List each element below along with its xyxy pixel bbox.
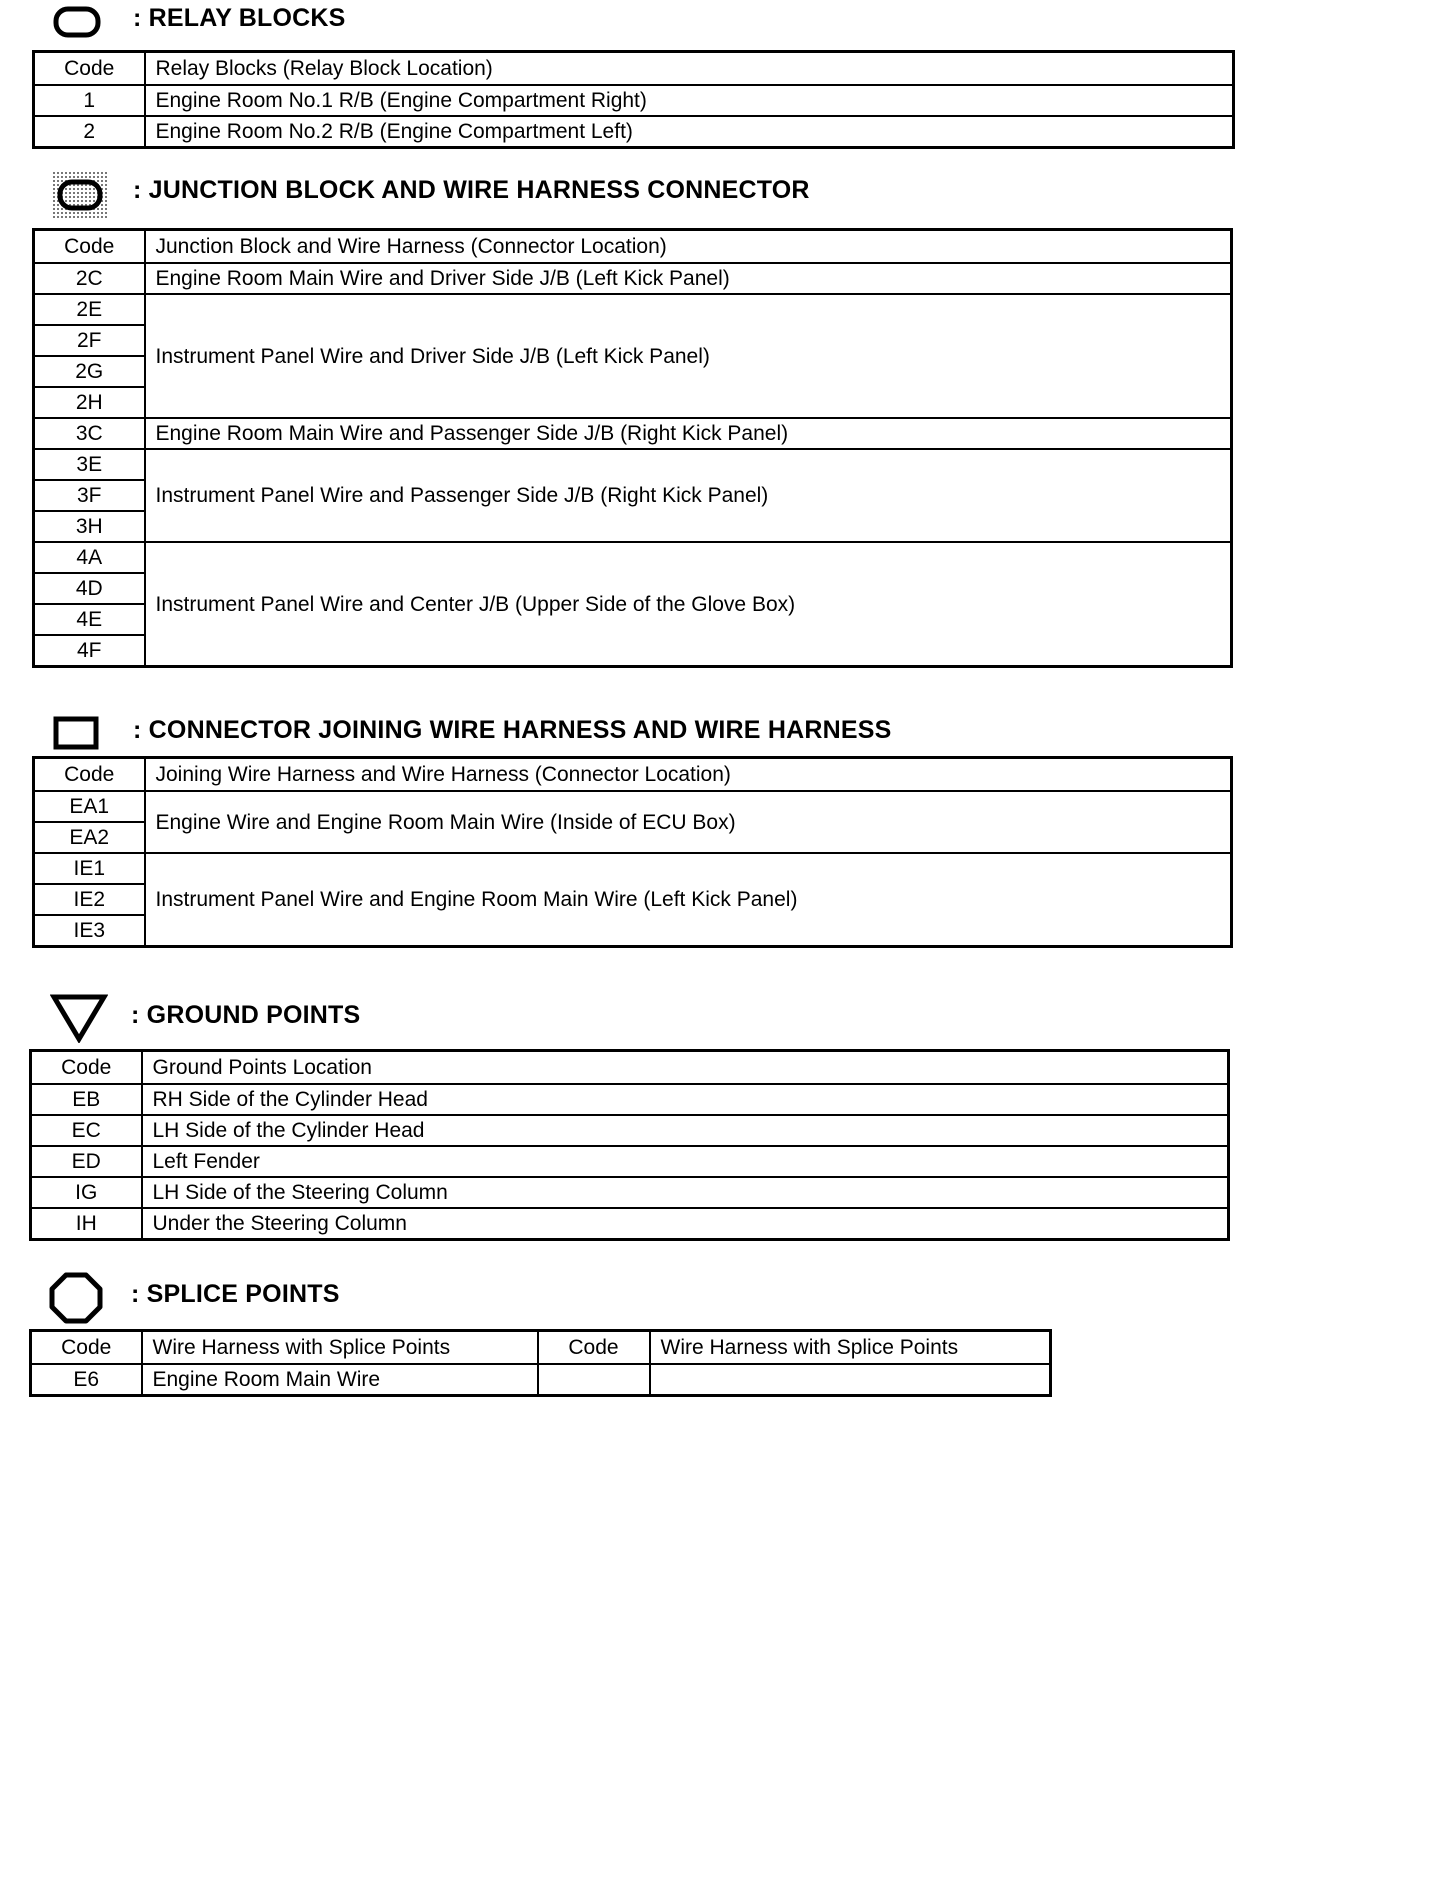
code-cell xyxy=(538,1364,650,1396)
code-cell: 4A xyxy=(34,542,145,573)
table-row xyxy=(34,116,1234,148)
location-cell: Engine Room No.2 R/B (Engine Compartment Left) xyxy=(145,116,1234,148)
table-row xyxy=(31,1115,1229,1146)
location-cell: Instrument Panel Wire and Center J/B (Upper Side of the Glove Box) xyxy=(145,542,1232,667)
table-header-row xyxy=(34,52,1234,86)
location-cell: Instrument Panel Wire and Engine Room Main Wire (Left Kick Panel) xyxy=(145,853,1232,947)
code-cell: ED xyxy=(31,1146,142,1177)
location-header: Joining Wire Harness and Wire Harness (Connector Location) xyxy=(145,758,1232,792)
code-cell: IE2 xyxy=(34,884,145,915)
code-cell: EA1 xyxy=(34,791,145,822)
table-row xyxy=(34,791,1232,822)
code-cell: IH xyxy=(31,1208,142,1240)
connector-joining-title: : CONNECTOR JOINING WIRE HARNESS AND WIRE HARNESS xyxy=(133,716,892,744)
table-header-row xyxy=(31,1331,1051,1365)
code-cell: 4D xyxy=(34,573,145,604)
ground-points-title: : GROUND POINTS xyxy=(131,1001,361,1029)
code-cell: EB xyxy=(31,1084,142,1115)
down-triangle-icon xyxy=(50,993,108,1043)
junction-block-table xyxy=(32,228,1233,668)
location-cell: LH Side of the Steering Column xyxy=(142,1177,1229,1208)
wire-harness-header: Wire Harness with Splice Points xyxy=(650,1331,1051,1365)
code-header: Code xyxy=(31,1051,142,1085)
table-row xyxy=(31,1084,1229,1115)
location-header: Ground Points Location xyxy=(142,1051,1229,1085)
code-header: Code xyxy=(31,1331,142,1365)
relay-blocks-title: : RELAY BLOCKS xyxy=(133,4,346,32)
table-header-row xyxy=(34,758,1232,792)
table-row xyxy=(31,1364,1051,1396)
table-row xyxy=(31,1177,1229,1208)
code-cell: 2 xyxy=(34,116,145,148)
code-cell: EA2 xyxy=(34,822,145,853)
location-cell: Engine Room No.1 R/B (Engine Compartment Right) xyxy=(145,85,1234,116)
code-cell: 2F xyxy=(34,325,145,356)
connector-joining-table xyxy=(32,756,1233,948)
code-cell: EC xyxy=(31,1115,142,1146)
relay-blocks-table xyxy=(32,50,1235,149)
location-header: Junction Block and Wire Harness (Connector Location) xyxy=(145,230,1232,264)
location-cell: Under the Steering Column xyxy=(142,1208,1229,1240)
table-row xyxy=(34,542,1232,573)
code-header: Code xyxy=(538,1331,650,1365)
code-cell: 3F xyxy=(34,480,145,511)
location-cell: Instrument Panel Wire and Driver Side J/B (Left Kick Panel) xyxy=(145,294,1232,418)
code-cell: 3E xyxy=(34,449,145,480)
shaded-rounded-rectangle-icon xyxy=(53,172,107,218)
code-cell: 4F xyxy=(34,635,145,667)
wire-harness-header: Wire Harness with Splice Points xyxy=(142,1331,538,1365)
rounded-rectangle-icon xyxy=(53,6,101,38)
wire-harness-cell xyxy=(650,1364,1051,1396)
splice-points-table xyxy=(29,1329,1052,1397)
splice-points-title: : SPLICE POINTS xyxy=(131,1280,340,1308)
location-cell: Instrument Panel Wire and Passenger Side J/B (Right Kick Panel) xyxy=(145,449,1232,542)
code-cell: 2G xyxy=(34,356,145,387)
table-row xyxy=(31,1208,1229,1240)
table-row xyxy=(34,853,1232,884)
table-row xyxy=(34,418,1232,449)
code-header: Code xyxy=(34,230,145,264)
location-cell: LH Side of the Cylinder Head xyxy=(142,1115,1229,1146)
code-cell: IE1 xyxy=(34,853,145,884)
rectangle-icon xyxy=(53,716,99,750)
table-row xyxy=(34,449,1232,480)
table-row xyxy=(34,294,1232,325)
code-cell: IG xyxy=(31,1177,142,1208)
code-cell: 2E xyxy=(34,294,145,325)
table-header-row xyxy=(31,1051,1229,1085)
location-cell: RH Side of the Cylinder Head xyxy=(142,1084,1229,1115)
location-cell: Engine Room Main Wire and Driver Side J/B (Left Kick Panel) xyxy=(145,263,1232,294)
octagon-icon xyxy=(48,1271,104,1325)
code-cell: 3C xyxy=(34,418,145,449)
code-cell: 1 xyxy=(34,85,145,116)
code-header: Code xyxy=(34,52,145,86)
table-header-row xyxy=(34,230,1232,264)
code-cell: 2C xyxy=(34,263,145,294)
code-cell: 3H xyxy=(34,511,145,542)
location-cell: Engine Wire and Engine Room Main Wire (Inside of ECU Box) xyxy=(145,791,1232,853)
location-cell: Engine Room Main Wire and Passenger Side J/B (Right Kick Panel) xyxy=(145,418,1232,449)
location-cell: Left Fender xyxy=(142,1146,1229,1177)
wire-harness-cell: Engine Room Main Wire xyxy=(142,1364,538,1396)
location-header: Relay Blocks (Relay Block Location) xyxy=(145,52,1234,86)
junction-block-title: : JUNCTION BLOCK AND WIRE HARNESS CONNECTOR xyxy=(133,176,810,204)
code-cell: IE3 xyxy=(34,915,145,947)
table-row xyxy=(34,85,1234,116)
table-row xyxy=(34,263,1232,294)
code-cell: 4E xyxy=(34,604,145,635)
ground-points-table xyxy=(29,1049,1230,1241)
code-cell: 2H xyxy=(34,387,145,418)
table-row xyxy=(31,1146,1229,1177)
code-cell: E6 xyxy=(31,1364,142,1396)
code-header: Code xyxy=(34,758,145,792)
